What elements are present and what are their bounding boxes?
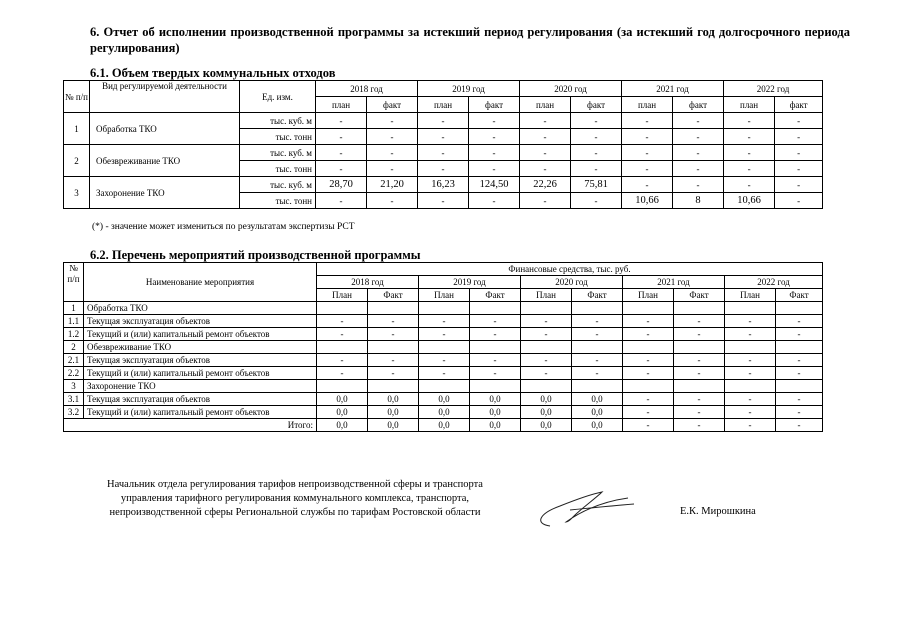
value-cell: - [572, 315, 623, 328]
header-fact: факт [775, 97, 823, 113]
row-name: Захоронение ТКО [84, 380, 317, 393]
signatory-line: непроизводственной сферы Региональной службы по тарифам Ростовской области [109, 507, 481, 518]
value-cell: 0,0 [572, 406, 623, 419]
row-activity: Обработка ТКО [90, 113, 240, 145]
value-cell: - [367, 145, 418, 161]
row-name: Текущий и (или) капитальный ремонт объектов [84, 406, 317, 419]
empty-cell [419, 341, 470, 354]
value-cell: 0,0 [470, 406, 521, 419]
header-num: № п/п [64, 263, 84, 302]
value-cell: - [673, 145, 724, 161]
empty-cell [776, 380, 823, 393]
value-cell: - [418, 129, 469, 145]
value-cell: - [571, 161, 622, 177]
value-cell: - [776, 354, 823, 367]
row-num: 2.1 [64, 354, 84, 367]
row-unit: тыс. тонн [240, 161, 316, 177]
value-cell: - [571, 145, 622, 161]
value-cell: - [520, 145, 571, 161]
row-num: 3 [64, 177, 90, 209]
empty-cell [725, 341, 776, 354]
value-cell: 0,0 [419, 406, 470, 419]
empty-cell [368, 341, 419, 354]
empty-cell [776, 302, 823, 315]
value-cell: - [673, 177, 724, 193]
empty-cell [317, 302, 368, 315]
total-value: 0,0 [572, 419, 623, 432]
value-cell: - [673, 113, 724, 129]
value-cell: - [775, 193, 823, 209]
total-value: 0,0 [368, 419, 419, 432]
header-plan: План [623, 289, 674, 302]
value-cell: - [776, 406, 823, 419]
value-cell: - [775, 129, 823, 145]
value-cell: - [623, 393, 674, 406]
value-cell: - [521, 328, 572, 341]
total-label: Итого: [64, 419, 317, 432]
value-cell: - [520, 161, 571, 177]
row-num: 1 [64, 302, 84, 315]
header-plan: план [520, 97, 571, 113]
row-name: Текущий и (или) капитальный ремонт объектов [84, 328, 317, 341]
empty-cell [419, 302, 470, 315]
header-unit: Ед. изм. [240, 81, 316, 113]
value-cell: - [367, 193, 418, 209]
header-fact: Факт [776, 289, 823, 302]
row-num: 1 [64, 113, 90, 145]
value-cell: - [674, 406, 725, 419]
header-plan: План [725, 289, 776, 302]
row-activity: Захоронение ТКО [90, 177, 240, 209]
value-cell: - [368, 315, 419, 328]
empty-cell [368, 302, 419, 315]
signatory-position [80, 478, 510, 520]
value-cell: - [571, 113, 622, 129]
value-cell: - [419, 328, 470, 341]
value-cell: - [419, 354, 470, 367]
value-cell: - [367, 129, 418, 145]
section-title-6-1: 6.1. Объем твердых коммунальных отходов [90, 66, 336, 80]
handwritten-signature [530, 486, 640, 531]
value-cell: 124,50 [469, 177, 520, 193]
value-cell: 0,0 [521, 393, 572, 406]
value-cell: 8 [673, 193, 724, 209]
header-year: 2020 год [521, 276, 623, 289]
header-fact: факт [571, 97, 622, 113]
empty-cell [317, 380, 368, 393]
value-cell: - [674, 328, 725, 341]
row-unit: тыс. куб. м [240, 177, 316, 193]
row-num: 1.2 [64, 328, 84, 341]
value-cell: - [469, 129, 520, 145]
table-row [64, 113, 823, 129]
empty-cell [419, 380, 470, 393]
value-cell: - [674, 393, 725, 406]
header-fact: Факт [368, 289, 419, 302]
value-cell: - [572, 328, 623, 341]
signatory-line: Начальник отдела регулирования тарифов непроизводственной сферы и транспорта [107, 479, 483, 490]
value-cell: - [776, 315, 823, 328]
header-year: 2018 год [317, 276, 419, 289]
header-plan: план [622, 97, 673, 113]
value-cell: - [571, 129, 622, 145]
row-name: Текущий и (или) капитальный ремонт объектов [84, 367, 317, 380]
table-row [64, 328, 823, 341]
value-cell: 0,0 [470, 393, 521, 406]
table-row [64, 315, 823, 328]
total-value: - [674, 419, 725, 432]
header-year: 2022 год [725, 276, 823, 289]
total-value: - [725, 419, 776, 432]
value-cell: - [317, 367, 368, 380]
header-num: № п/п [64, 81, 90, 113]
value-cell: - [623, 354, 674, 367]
value-cell: - [317, 328, 368, 341]
footnote: (*) - значение может измениться по результатам экспертизы РСТ [92, 222, 355, 232]
empty-cell [623, 302, 674, 315]
value-cell: - [571, 193, 622, 209]
value-cell: 0,0 [419, 393, 470, 406]
header-fact: факт [469, 97, 520, 113]
value-cell: - [418, 145, 469, 161]
empty-cell [572, 380, 623, 393]
value-cell: 16,23 [418, 177, 469, 193]
value-cell: - [317, 354, 368, 367]
header-year: 2019 год [419, 276, 521, 289]
value-cell: - [469, 113, 520, 129]
row-activity: Обезвреживание ТКО [90, 145, 240, 177]
value-cell: - [623, 315, 674, 328]
value-cell: - [623, 406, 674, 419]
row-num: 3.1 [64, 393, 84, 406]
row-unit: тыс. куб. м [240, 113, 316, 129]
value-cell: - [674, 367, 725, 380]
empty-cell [776, 341, 823, 354]
value-cell: - [725, 354, 776, 367]
value-cell: - [418, 113, 469, 129]
header-plan: План [317, 289, 368, 302]
row-unit: тыс. тонн [240, 129, 316, 145]
value-cell: - [776, 367, 823, 380]
table-row [64, 393, 823, 406]
value-cell: - [316, 113, 367, 129]
value-cell: 22,26 [520, 177, 571, 193]
empty-cell [572, 341, 623, 354]
value-cell: - [520, 129, 571, 145]
value-cell: - [674, 354, 725, 367]
value-cell: - [674, 315, 725, 328]
section-title-6-2: 6.2. Перечень мероприятий производственной программы [90, 248, 421, 262]
value-cell: - [520, 193, 571, 209]
header-year: 2022 год [724, 81, 823, 97]
value-cell: - [775, 177, 823, 193]
value-cell: - [368, 367, 419, 380]
empty-cell [725, 380, 776, 393]
value-cell: - [521, 367, 572, 380]
value-cell: - [469, 193, 520, 209]
value-cell: - [316, 193, 367, 209]
row-name: Текущая эксплуатация объектов [84, 315, 317, 328]
table-row [64, 354, 823, 367]
value-cell: - [623, 328, 674, 341]
empty-cell [368, 380, 419, 393]
value-cell: - [673, 161, 724, 177]
value-cell: - [470, 354, 521, 367]
value-cell: - [776, 328, 823, 341]
value-cell: - [725, 315, 776, 328]
row-num: 3.2 [64, 406, 84, 419]
value-cell: - [521, 315, 572, 328]
empty-cell [521, 380, 572, 393]
value-cell: - [776, 393, 823, 406]
value-cell: - [725, 406, 776, 419]
value-cell: - [775, 113, 823, 129]
header-fact: Факт [572, 289, 623, 302]
value-cell: - [724, 113, 775, 129]
value-cell: 28,70 [316, 177, 367, 193]
row-unit: тыс. тонн [240, 193, 316, 209]
row-unit: тыс. куб. м [240, 145, 316, 161]
value-cell: - [724, 129, 775, 145]
total-value: 0,0 [317, 419, 368, 432]
empty-cell [674, 380, 725, 393]
value-cell: - [316, 129, 367, 145]
table-row [64, 177, 823, 193]
value-cell: - [521, 354, 572, 367]
value-cell: 0,0 [317, 406, 368, 419]
value-cell: - [622, 177, 673, 193]
program-measures-table [63, 262, 823, 432]
header-finance: Финансовые средства, тыс. руб. [317, 263, 823, 276]
header-year: 2021 год [622, 81, 724, 97]
row-name: Текущая эксплуатация объектов [84, 393, 317, 406]
value-cell: - [724, 145, 775, 161]
value-cell: 10,66 [622, 193, 673, 209]
value-cell: - [317, 315, 368, 328]
header-activity: Вид регулируемой деятельности [90, 81, 240, 113]
value-cell: - [622, 113, 673, 129]
value-cell: - [622, 161, 673, 177]
value-cell: - [572, 354, 623, 367]
empty-cell [470, 380, 521, 393]
value-cell: 0,0 [521, 406, 572, 419]
empty-cell [317, 341, 368, 354]
value-cell: - [520, 113, 571, 129]
value-cell: 75,81 [571, 177, 622, 193]
value-cell: - [622, 145, 673, 161]
table-row [64, 367, 823, 380]
value-cell: - [622, 129, 673, 145]
header-plan: план [316, 97, 367, 113]
value-cell: - [469, 145, 520, 161]
value-cell: 0,0 [572, 393, 623, 406]
empty-cell [674, 302, 725, 315]
value-cell: - [469, 161, 520, 177]
row-num: 2 [64, 341, 84, 354]
header-row [64, 263, 823, 276]
value-cell: 21,20 [367, 177, 418, 193]
header-name: Наименование мероприятия [84, 263, 317, 302]
empty-cell [470, 302, 521, 315]
value-cell: - [367, 113, 418, 129]
row-num: 1.1 [64, 315, 84, 328]
group-row [64, 302, 823, 315]
value-cell: - [367, 161, 418, 177]
value-cell: - [470, 328, 521, 341]
value-cell: - [623, 367, 674, 380]
value-cell: - [725, 393, 776, 406]
total-value: - [623, 419, 674, 432]
header-fact: Факт [470, 289, 521, 302]
value-cell: - [572, 367, 623, 380]
row-name: Обезвреживание ТКО [84, 341, 317, 354]
value-cell: - [316, 161, 367, 177]
header-year: 2020 год [520, 81, 622, 97]
header-fact: факт [367, 97, 418, 113]
signatory-line: управления тарифного регулирования коммунального комплекса, транспорта, [120, 493, 470, 504]
value-cell: - [418, 161, 469, 177]
header-year: 2018 год [316, 81, 418, 97]
header-plan: план [724, 97, 775, 113]
header-row [64, 81, 823, 97]
header-year: 2019 год [418, 81, 520, 97]
header-plan: План [419, 289, 470, 302]
value-cell: - [724, 161, 775, 177]
value-cell: - [368, 328, 419, 341]
value-cell: 10,66 [724, 193, 775, 209]
empty-cell [470, 341, 521, 354]
total-row [64, 419, 823, 432]
header-fact: Факт [674, 289, 725, 302]
empty-cell [725, 302, 776, 315]
value-cell: - [316, 145, 367, 161]
empty-cell [521, 341, 572, 354]
table-row [64, 145, 823, 161]
signatory-name: Е.К. Мирошкина [680, 506, 756, 517]
value-cell: - [368, 354, 419, 367]
empty-cell [623, 341, 674, 354]
waste-volume-table [63, 80, 823, 209]
value-cell: 0,0 [317, 393, 368, 406]
empty-cell [674, 341, 725, 354]
value-cell: - [775, 145, 823, 161]
row-name: Текущая эксплуатация объектов [84, 354, 317, 367]
total-value: 0,0 [470, 419, 521, 432]
document-heading: 6. Отчет об исполнении производственной программы за истекший период регулирования (за истекший год долгосрочного периода регулирования) [90, 25, 850, 55]
header-year: 2021 год [623, 276, 725, 289]
value-cell: - [775, 161, 823, 177]
value-cell: - [725, 367, 776, 380]
value-cell: - [419, 315, 470, 328]
value-cell: - [724, 177, 775, 193]
empty-cell [623, 380, 674, 393]
value-cell: 0,0 [368, 393, 419, 406]
value-cell: - [673, 129, 724, 145]
value-cell: - [419, 367, 470, 380]
value-cell: - [418, 193, 469, 209]
total-value: - [776, 419, 823, 432]
row-name: Обработка ТКО [84, 302, 317, 315]
table-row [64, 406, 823, 419]
value-cell: - [725, 328, 776, 341]
header-fact: факт [673, 97, 724, 113]
group-row [64, 341, 823, 354]
group-row [64, 380, 823, 393]
value-cell: - [470, 367, 521, 380]
value-cell: - [470, 315, 521, 328]
empty-cell [572, 302, 623, 315]
total-value: 0,0 [419, 419, 470, 432]
row-num: 3 [64, 380, 84, 393]
total-value: 0,0 [521, 419, 572, 432]
row-num: 2.2 [64, 367, 84, 380]
header-plan: План [521, 289, 572, 302]
value-cell: 0,0 [368, 406, 419, 419]
empty-cell [521, 302, 572, 315]
header-plan: план [418, 97, 469, 113]
row-num: 2 [64, 145, 90, 177]
